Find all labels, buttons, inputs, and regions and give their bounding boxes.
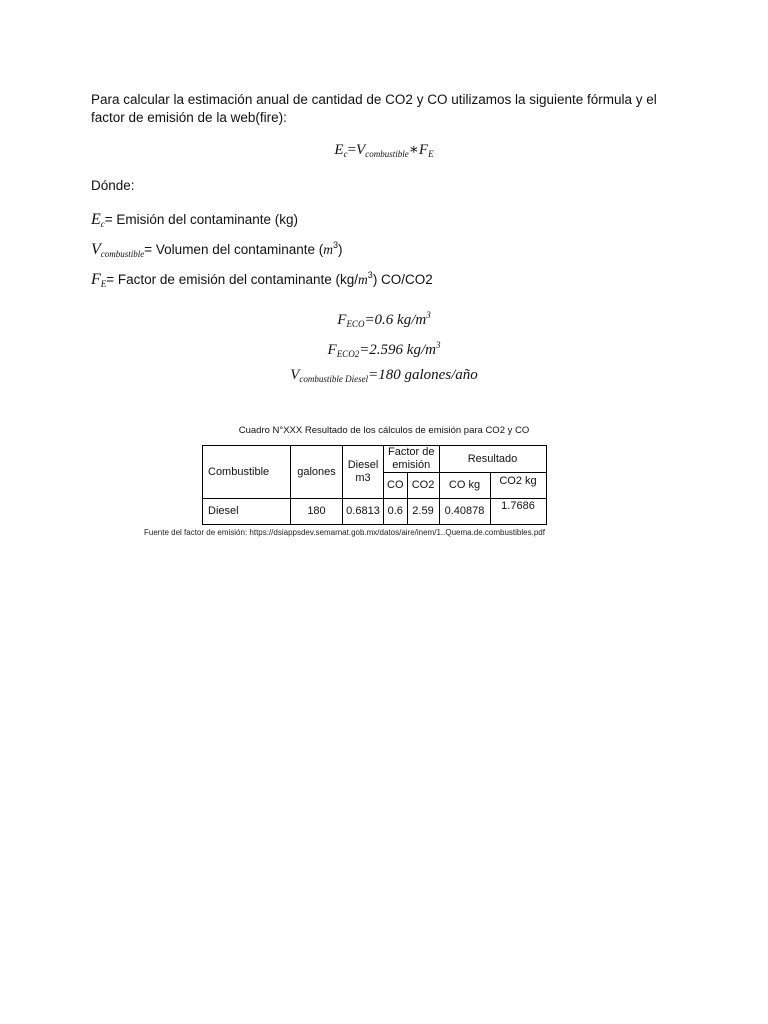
table-caption: Cuadro N°XXX Resultado de los cálculos de emisión para CO2 y CO xyxy=(238,425,530,436)
ec-text: = Emisión del contaminante (kg) xyxy=(104,212,298,227)
cell-co: 0.6 xyxy=(384,499,408,525)
fe-symbol: F xyxy=(91,271,101,288)
factor-co2-line xyxy=(0,335,768,365)
volume-diesel-line xyxy=(0,365,768,390)
formula-times: ∗ xyxy=(408,142,419,158)
formula-v: V xyxy=(356,142,366,158)
v-exponent: 3 xyxy=(333,240,339,250)
formula-v-sub: combustible xyxy=(365,149,409,159)
ec-subscript: c xyxy=(100,219,105,229)
vd-symbol: V xyxy=(290,367,300,383)
fco2-subscript: ECO2 xyxy=(336,349,360,359)
factor-co-line xyxy=(0,305,768,335)
factor-values xyxy=(0,305,768,390)
emission-results-table xyxy=(202,445,547,525)
v-subscript: combustible xyxy=(100,249,145,259)
fe-exponent: 3 xyxy=(367,270,373,280)
fco-exponent: 3 xyxy=(426,310,431,320)
header-co2: CO2 xyxy=(407,473,439,499)
definition-ec xyxy=(91,209,433,235)
cell-diesel-m3: 0.6813 xyxy=(343,499,384,525)
v-unit: m xyxy=(323,242,334,257)
header-resultado: Resultado xyxy=(439,446,546,473)
header-co-kg: CO kg xyxy=(439,473,490,499)
formula-f: F xyxy=(418,142,429,158)
header-co: CO xyxy=(384,473,408,499)
donde-label: Dónde: xyxy=(91,178,135,193)
v-symbol: V xyxy=(91,241,101,258)
cell-co2: 2.59 xyxy=(407,499,439,525)
fco-subscript: ECO xyxy=(346,319,365,329)
header-co2-kg: CO2 kg xyxy=(490,473,546,499)
formula-eq: = xyxy=(347,142,357,158)
fe-unit: m xyxy=(358,272,368,287)
definition-fe xyxy=(91,265,433,295)
fco2-symbol: F xyxy=(327,342,337,358)
emission-formula xyxy=(0,140,768,159)
formula-e: E xyxy=(334,142,344,158)
cell-co2-kg: 1.7686 xyxy=(490,499,546,525)
fco2-value: =2.596 kg/m xyxy=(359,342,436,358)
definitions-list xyxy=(91,209,433,295)
table-header-row-1 xyxy=(203,446,547,473)
header-factor-emision: Factor de emisión xyxy=(384,446,440,473)
cell-combustible: Diesel xyxy=(203,499,291,525)
fe-close: ) CO/CO2 xyxy=(372,272,433,287)
formula-f-sub: E xyxy=(428,149,434,159)
v-text: = Volumen del contaminante ( xyxy=(144,242,324,257)
source-note: Fuente del factor de emisión: https://dsiappsdev.semarnat.gob.mx/datos/aire/inem/1..Quema.de.combustibles.pdf xyxy=(144,528,545,537)
fco2-exponent: 3 xyxy=(435,340,441,350)
fco-value: =0.6 kg/m xyxy=(364,312,427,328)
fe-subscript: E xyxy=(100,279,107,289)
fe-text: = Factor de emisión del contaminante (kg/ xyxy=(106,272,359,287)
table-row xyxy=(203,499,547,525)
header-galones: galones xyxy=(291,446,343,499)
header-combustible: Combustible xyxy=(203,446,291,499)
definition-v xyxy=(91,235,433,265)
header-diesel-m3: Diesel m3 xyxy=(343,446,384,499)
vd-subscript: combustible Diesel xyxy=(299,374,369,384)
cell-galones: 180 xyxy=(291,499,343,525)
ec-symbol: E xyxy=(91,211,101,228)
cell-co-kg: 0.40878 xyxy=(439,499,490,525)
fco-symbol: F xyxy=(337,312,347,328)
formula-e-sub: c xyxy=(343,149,348,159)
intro-paragraph: Para calcular la estimación anual de cantidad de CO2 y CO utilizamos la siguiente fórmula y el factor de emisión de la web(fire): xyxy=(91,92,657,125)
vd-value: =180 galones/año xyxy=(368,367,478,383)
v-close: ) xyxy=(338,242,343,257)
